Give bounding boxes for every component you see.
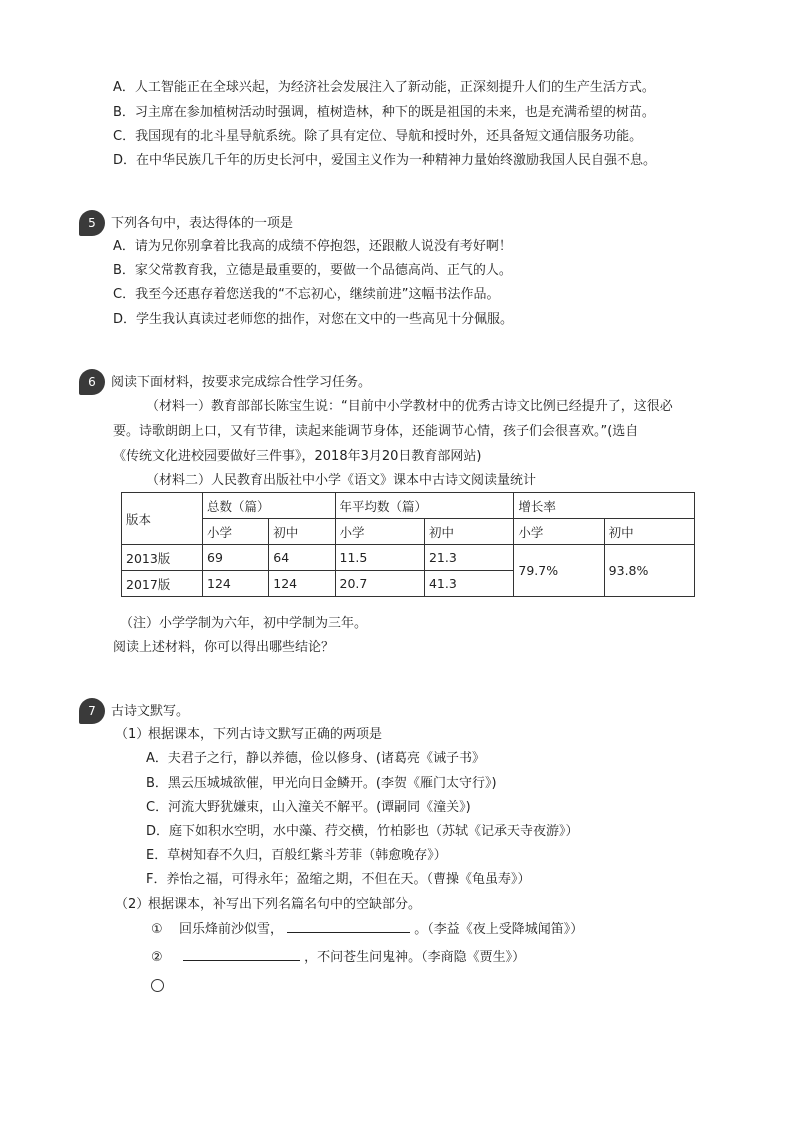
table-header: 初中 <box>269 519 335 545</box>
q7-option-e: E．草树知春不久归，百般红紫斗芳菲（韩愈晚存》） <box>146 848 447 863</box>
table-note: （注）小学学制为六年，初中学制为三年。 <box>120 616 368 631</box>
prev-option-d: D．在中华民族几千年的历史长河中，爱国主义作为一种精神力量始终激励我国人民自强不息。 <box>113 153 657 168</box>
prev-option-a: A．人工智能正在全球兴起，为经济社会发展注入了新动能，正深刻提升人们的生产生活方式。 <box>113 80 655 95</box>
q7-option-c: C．河流大野犹嫌束，山入潼关不解平。(谭嗣同《潼关》) <box>146 800 471 815</box>
table-cell: 21.3 <box>424 545 513 571</box>
answer-blank[interactable] <box>287 920 410 933</box>
table-header: 增长率 <box>514 493 695 519</box>
table-cell: 124 <box>203 571 269 597</box>
table-header: 小学 <box>203 519 269 545</box>
prev-option-c: C．我国现有的北斗星导航系统。除了具有定位、导航和授时外，还具备短文通信服务功能。 <box>113 129 643 144</box>
fill-item-number: ② <box>151 950 163 965</box>
prev-option-b: B．习主席在参加植树活动时强调，植树造林，种下的既是祖国的未来，也是充满希望的树苗。 <box>113 105 655 120</box>
table-row <box>122 545 695 571</box>
q5-option-c: C．我至今还惠存着您送我的“不忘初心，继续前进”这幅书法作品。 <box>113 287 500 302</box>
q5-option-b: B．家父常教育我，立德是最重要的，要做一个品德高尚、正气的人。 <box>113 263 512 278</box>
table-header: 小学 <box>514 519 604 545</box>
q5-option-d: D．学生我认真读过老师您的拙作，对您在文中的一些高见十分佩服。 <box>113 312 514 327</box>
q7-option-d: D．庭下如积水空明，水中藻、荇交横，竹柏影也（苏轼《记承天寺夜游》） <box>146 824 579 839</box>
fill-text-before: 回乐烽前沙似雪， <box>178 922 283 937</box>
table-header: 初中 <box>604 519 694 545</box>
table-cell-growth-junior: 93.8% <box>604 545 694 597</box>
table-cell: 124 <box>269 571 335 597</box>
q7-option-f: F．养怡之福，可得永年；盈缩之期，不但在天。（曹操《龟虽寿》） <box>146 872 531 887</box>
table-header: 年平均数（篇） <box>335 493 514 519</box>
q7-option-a: A．夫君子之行，静以养德，俭以修身、(诸葛亮《诫子书》 <box>146 751 485 766</box>
question-number-badge: 6 <box>79 369 105 395</box>
question-stem: 古诗文默写。 <box>111 704 190 719</box>
reading-statistics-table <box>121 492 695 597</box>
part-one-text: 根据课本，下列古诗文默写正确的两项是 <box>148 727 383 742</box>
material-one-line: 《传统文化进校园要做好三件事》，2018年3月20日教育部网站) <box>113 449 482 464</box>
material-two-title: （材料二）人民教育出版社中小学《语文》课本中古诗文阅读量统计 <box>146 473 537 488</box>
table-cell-growth-primary: 79.7% <box>514 545 604 597</box>
table-cell: 2013版 <box>122 545 203 571</box>
question-stem: 阅读下面材料，按要求完成综合性学习任务。 <box>111 375 372 390</box>
material-one-line: 要。诗歌朗朗上口，又有节律，读起来能调节身体，还能调节心情，孩子们会很喜欢。”(选自 <box>113 424 639 439</box>
question-stem: 下列各句中，表达得体的一项是 <box>111 216 294 231</box>
table-header: 小学 <box>335 519 424 545</box>
table-header: 初中 <box>424 519 513 545</box>
fill-item-number: ① <box>151 922 163 937</box>
question-number-badge: 7 <box>79 698 105 724</box>
fill-text-after: 。（李益《夜上受降城闻笛》） <box>414 922 584 937</box>
table-cell: 2017版 <box>122 571 203 597</box>
fill-item-two <box>151 948 525 967</box>
q5-option-a: A．请为兄你别拿着比我高的成绩不停抱怨，还跟敝人说没有考好啊！ <box>113 239 512 254</box>
table-cell: 64 <box>269 545 335 571</box>
table-header: 版本 <box>122 493 203 545</box>
table-cell: 11.5 <box>335 545 424 571</box>
item-three-marker-icon <box>151 979 164 992</box>
table-cell: 69 <box>203 545 269 571</box>
part-two-text: 根据课本，补写出下列名篇名句中的空缺部分。 <box>148 897 422 912</box>
answer-blank[interactable] <box>183 948 300 961</box>
table-header: 总数（篇） <box>203 493 336 519</box>
question-number-badge: 5 <box>79 210 105 236</box>
q7-option-b: B．黑云压城城欲催，甲光向日金鳞开。(李贺《雁门太守行》) <box>146 776 497 791</box>
fill-item-one <box>151 920 583 939</box>
fill-text-after: ，不问苍生问鬼神。（李商隐《贾生》） <box>304 950 526 965</box>
table-cell: 41.3 <box>424 571 513 597</box>
part-two-label: （2） <box>115 897 150 912</box>
material-one-line: （材料一）教育部部长陈宝生说：“目前中小学教材中的优秀古诗文比例已经提升了，这很必 <box>146 399 673 414</box>
table-cell: 20.7 <box>335 571 424 597</box>
part-one-label: （1） <box>115 727 150 742</box>
question-prompt: 阅读上述材料，你可以得出哪些结论？ <box>113 640 335 655</box>
